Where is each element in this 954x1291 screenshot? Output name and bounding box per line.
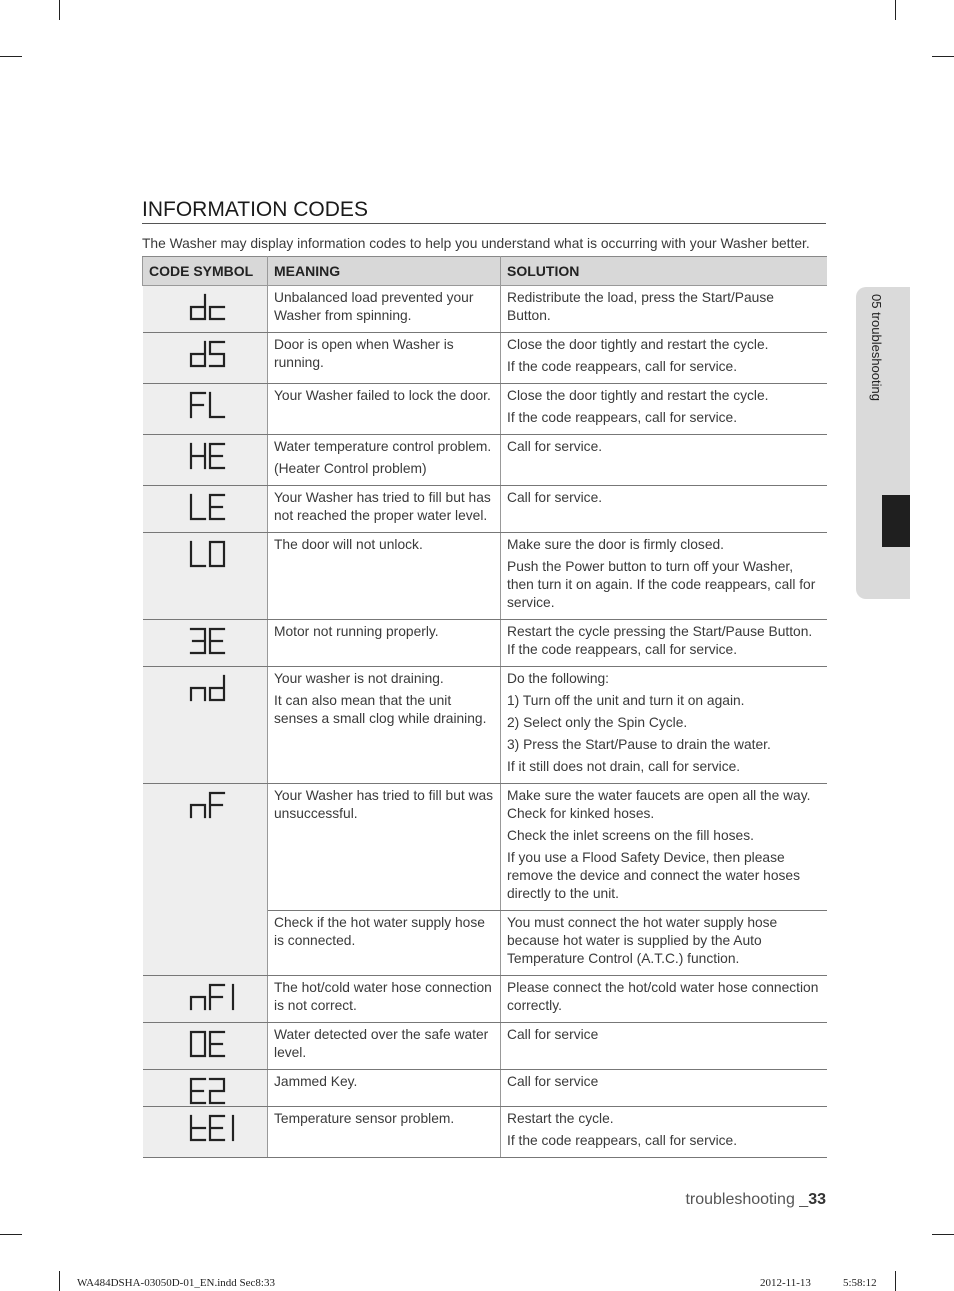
solution-text: Please connect the hot/cold water hose connection correctly.	[507, 980, 819, 1013]
code-segment-glyph	[191, 393, 205, 417]
table-row	[143, 1107, 827, 1158]
print-file-info: WA484DSHA-03050D-01_EN.indd Sec8:33	[77, 1277, 275, 1289]
table-row	[143, 784, 827, 911]
code-symbol-display	[189, 1076, 226, 1106]
code-symbol-display	[189, 790, 226, 820]
solution-text: Redistribute the load, press the Start/Pause Button.	[507, 290, 774, 323]
code-symbol-cell	[143, 620, 268, 667]
crop-mark	[895, 0, 896, 20]
crop-mark	[895, 1271, 896, 1291]
table-row	[143, 1023, 827, 1070]
solution-cell	[501, 486, 827, 533]
table-row	[143, 486, 827, 533]
meaning-cell	[268, 911, 501, 976]
section-title: INFORMATION CODES	[142, 198, 368, 221]
code-segment-glyph	[191, 444, 205, 468]
crop-mark	[59, 1271, 60, 1291]
code-symbol-cell	[143, 976, 268, 1023]
code-symbol-display	[189, 982, 239, 1012]
crop-mark	[59, 0, 60, 20]
table-row	[143, 1070, 827, 1107]
meaning-cell	[268, 784, 501, 911]
code-symbol-cell	[143, 1023, 268, 1070]
code-symbol-cell	[143, 1070, 268, 1107]
code-symbol-display	[189, 539, 226, 569]
meaning-cell	[268, 1107, 501, 1158]
code-segment-glyph	[191, 805, 205, 817]
code-segment-glyph	[210, 676, 224, 700]
code-symbol-display	[189, 673, 226, 703]
solution-text: Restart the cycle pressing the Start/Pause Button. If the code reappears, call for service.	[507, 624, 813, 657]
intro-text: The Washer may display information codes to help you understand what is occurring with your Washer better.	[142, 236, 810, 251]
meaning-cell	[268, 976, 501, 1023]
meaning-cell	[268, 1023, 501, 1070]
meaning-text: Door is open when Washer is running.	[274, 337, 454, 370]
code-symbol-cell	[143, 784, 268, 976]
code-segment-glyph	[210, 985, 224, 1009]
code-segment-glyph	[210, 629, 224, 653]
solution-text: Call for service.	[507, 490, 603, 505]
table-row	[143, 286, 827, 333]
code-symbol-cell	[143, 667, 268, 784]
meaning-text: Your Washer has tried to fill but has not reached the proper water level.	[274, 490, 491, 523]
meaning-cell	[268, 435, 501, 486]
solution-text: 1) Turn off the unit and turn it on again.	[507, 693, 745, 708]
meaning-text: Temperature sensor problem.	[274, 1111, 455, 1126]
code-segment-glyph	[191, 495, 205, 519]
meaning-text: Your Washer failed to lock the door.	[274, 388, 491, 403]
meaning-text: The hot/cold water hose connection is not correct.	[274, 980, 492, 1013]
meaning-cell	[268, 486, 501, 533]
code-segment-glyph	[191, 1116, 205, 1140]
code-segment-glyph	[210, 1032, 224, 1056]
code-symbol-display	[189, 1113, 239, 1143]
code-segment-glyph	[210, 444, 224, 468]
meaning-text: Water detected over the safe water level.	[274, 1027, 489, 1060]
page-footer	[685, 1191, 826, 1209]
solution-text: Make sure the water faucets are open all the way. Check for kinked hoses.	[507, 788, 811, 821]
code-symbol-display	[189, 1029, 226, 1059]
solution-text: Call for service	[507, 1027, 599, 1042]
crop-mark	[0, 56, 22, 57]
solution-text: If the code reappears, call for service.	[507, 359, 738, 374]
table-row	[143, 384, 827, 435]
table-row	[143, 620, 827, 667]
solution-cell	[501, 911, 827, 976]
solution-text: Check the inlet screens on the fill hoses.	[507, 828, 754, 843]
solution-text: If it still does not drain, call for service.	[507, 759, 741, 774]
solution-text: Make sure the door is firmly closed.	[507, 537, 724, 552]
code-segment-glyph	[210, 307, 224, 319]
header-code-symbol: CODE SYMBOL	[143, 257, 268, 286]
meaning-cell	[268, 620, 501, 667]
title-rule	[142, 223, 826, 224]
code-symbol-cell	[143, 333, 268, 384]
meaning-cell	[268, 667, 501, 784]
solution-cell	[501, 333, 827, 384]
meaning-text: Jammed Key.	[274, 1074, 358, 1089]
code-symbol-display	[189, 292, 226, 322]
code-symbol-cell	[143, 384, 268, 435]
print-date: 2012-11-13	[760, 1277, 811, 1289]
solution-cell	[501, 286, 827, 333]
meaning-text: Your washer is not draining.	[274, 671, 444, 686]
solution-text: If the code reappears, call for service.	[507, 1133, 738, 1148]
table-row	[143, 976, 827, 1023]
table-row	[143, 667, 827, 784]
meaning-text: It can also mean that the unit senses a small clog while draining.	[274, 693, 487, 726]
code-segment-glyph	[191, 997, 205, 1009]
code-symbol-display	[189, 441, 226, 471]
meaning-text: Unbalanced load prevented your Washer from spinning.	[274, 290, 474, 323]
code-symbol-display	[189, 390, 226, 420]
code-segment-glyph	[191, 688, 205, 700]
solution-text: Close the door tightly and restart the cycle.	[507, 337, 769, 352]
meaning-cell	[268, 1070, 501, 1107]
chapter-side-marker	[882, 495, 910, 547]
meaning-text: (Heater Control problem)	[274, 461, 427, 476]
table-header-row	[143, 257, 827, 286]
solution-cell	[501, 784, 827, 911]
solution-cell	[501, 667, 827, 784]
footer-label: troubleshooting _	[685, 1191, 809, 1208]
solution-text: Close the door tightly and restart the cycle.	[507, 388, 769, 403]
meaning-text: Water temperature control problem.	[274, 439, 492, 454]
solution-text: If you use a Flood Safety Device, then please remove the device and connect the water hoses directly to the unit.	[507, 850, 800, 901]
table-body	[143, 286, 827, 1158]
meaning-cell	[268, 333, 501, 384]
code-symbol-display	[189, 492, 226, 522]
solution-text: Do the following:	[507, 671, 610, 686]
meaning-cell	[268, 384, 501, 435]
solution-text: Call for service.	[507, 439, 603, 454]
meaning-text: The door will not unlock.	[274, 537, 423, 552]
code-segment-glyph	[210, 542, 224, 566]
solution-text: 2) Select only the Spin Cycle.	[507, 715, 688, 730]
header-solution: SOLUTION	[501, 257, 827, 286]
crop-mark	[932, 1234, 954, 1235]
solution-cell	[501, 620, 827, 667]
code-symbol-cell	[143, 435, 268, 486]
code-segment-glyph	[191, 342, 205, 366]
code-segment-glyph	[210, 1116, 224, 1140]
code-symbol-cell	[143, 533, 268, 620]
code-symbol-display	[189, 626, 226, 656]
header-meaning: MEANING	[268, 257, 501, 286]
code-segment-glyph	[191, 1032, 205, 1056]
code-segment-glyph	[210, 793, 224, 817]
crop-mark	[0, 1234, 22, 1235]
table-row	[143, 333, 827, 384]
solution-cell	[501, 1070, 827, 1107]
code-symbol-cell	[143, 486, 268, 533]
code-segment-glyph	[210, 342, 224, 366]
code-segment-glyph	[191, 629, 205, 653]
code-segment-glyph	[191, 1079, 205, 1103]
table-row	[143, 435, 827, 486]
solution-cell	[501, 976, 827, 1023]
solution-cell	[501, 533, 827, 620]
solution-cell	[501, 1023, 827, 1070]
solution-text: If the code reappears, call for service.	[507, 410, 738, 425]
code-symbol-cell	[143, 286, 268, 333]
meaning-cell	[268, 533, 501, 620]
table-row	[143, 533, 827, 620]
code-symbol-cell	[143, 1107, 268, 1158]
solution-text: Push the Power button to turn off your Washer, then turn it on again. If the code reappears, call for service.	[507, 559, 816, 610]
meaning-cell	[268, 286, 501, 333]
page-number: 33	[808, 1191, 826, 1208]
code-segment-glyph	[210, 495, 224, 519]
code-segment-glyph	[210, 393, 224, 417]
meaning-text: Check if the hot water supply hose is connected.	[274, 915, 485, 948]
solution-text: 3) Press the Start/Pause to drain the water.	[507, 737, 771, 752]
solution-cell	[501, 1107, 827, 1158]
code-segment-glyph	[210, 1079, 224, 1103]
meaning-text: Your Washer has tried to fill but was unsuccessful.	[274, 788, 494, 821]
chapter-side-label: 05 troubleshooting	[869, 294, 884, 401]
solution-text: Restart the cycle.	[507, 1111, 614, 1126]
information-codes-table	[142, 256, 827, 1158]
crop-mark	[932, 56, 954, 57]
meaning-text: Motor not running properly.	[274, 624, 439, 639]
code-segment-glyph	[191, 295, 205, 319]
solution-cell	[501, 435, 827, 486]
solution-cell	[501, 384, 827, 435]
code-segment-glyph	[191, 542, 205, 566]
code-symbol-display	[189, 339, 226, 369]
solution-text: You must connect the hot water supply hose because hot water is supplied by the Auto Temperature Control (A.T.C.) function.	[507, 915, 778, 966]
print-time: 5:58:12	[843, 1277, 877, 1289]
solution-text: Call for service	[507, 1074, 599, 1089]
